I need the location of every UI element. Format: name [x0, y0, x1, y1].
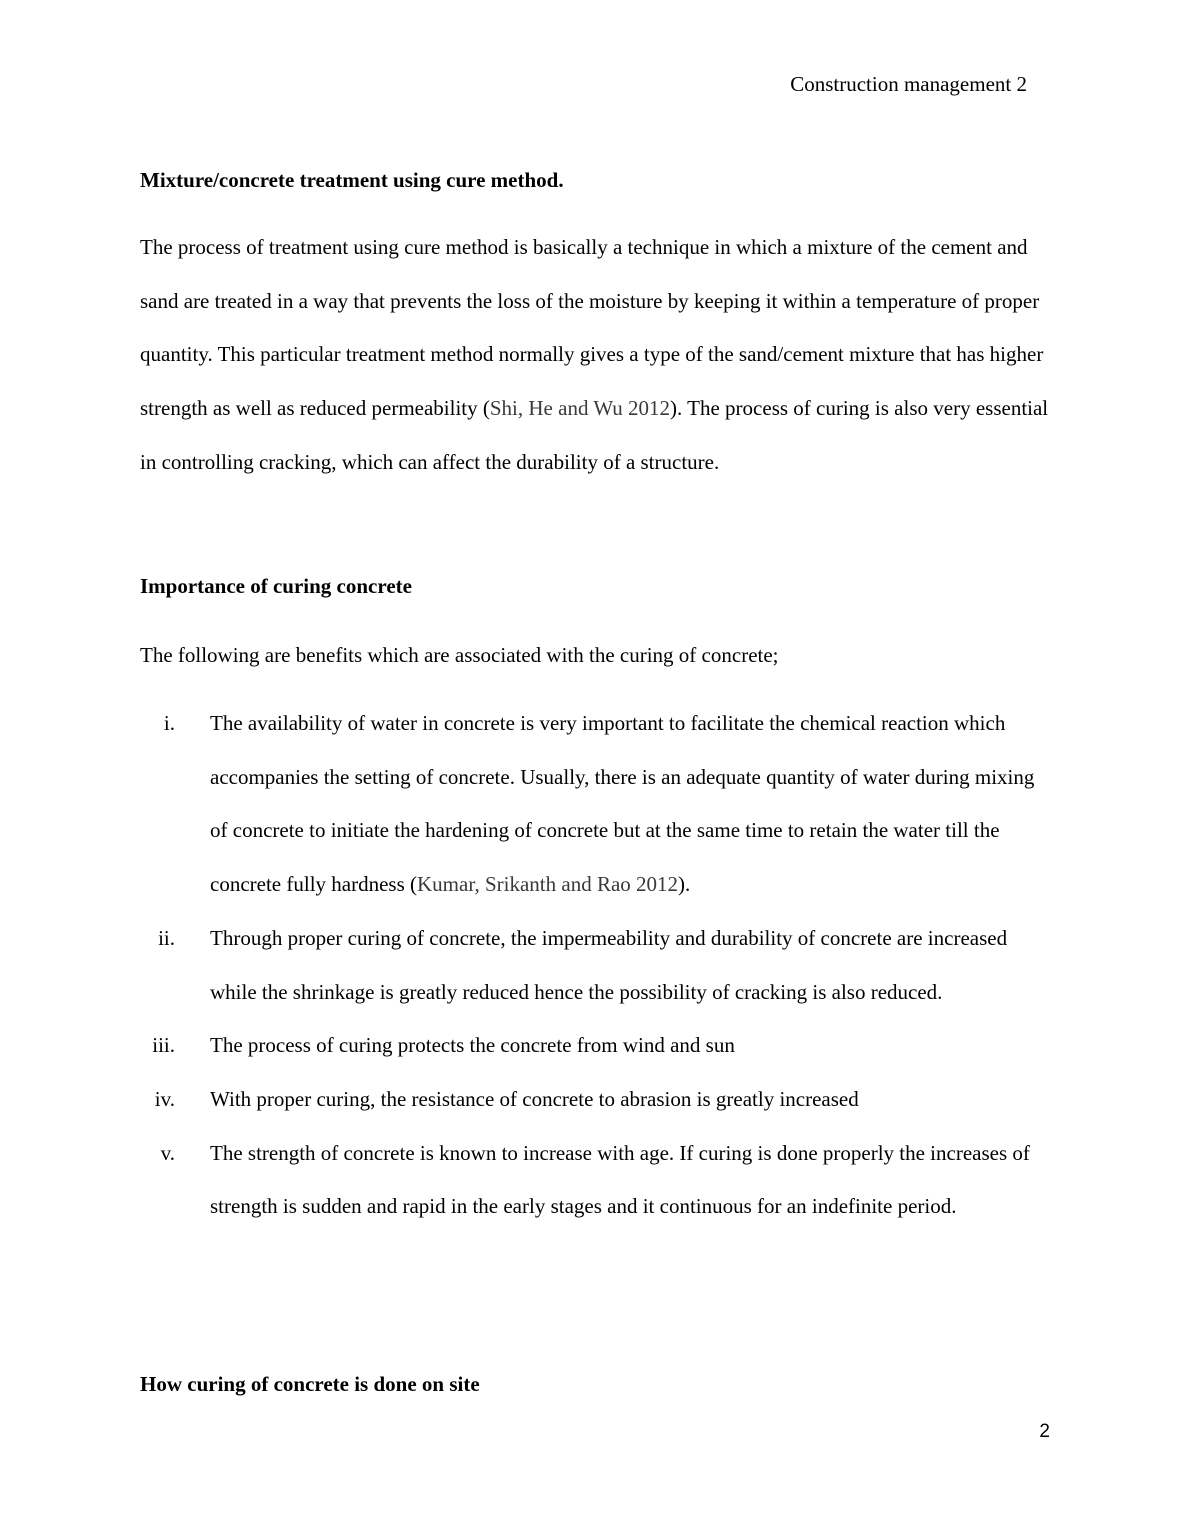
list-item-text: Through proper curing of concrete, the impermeability and durability of concrete are increased while the shrinkage is greatly reduced hence the possibility of cracking is also reduced.	[210, 925, 1008, 1004]
list-item-text: The strength of concrete is known to increase with age. If curing is done properly the increases of strength is sudden and rapid in the early stages and it continuous for an indefinite period.	[210, 1140, 1030, 1219]
list-item-number: iv.	[154, 1086, 175, 1111]
paragraph-text-continued: ). The process of curing is also very essential in controlling cracking, which can affect the durability of a structure.	[140, 396, 1049, 474]
running-head: Construction management 2	[790, 72, 1027, 96]
section-heading-on-site: How curing of concrete is done on site	[140, 1372, 480, 1396]
list-item-number: i.	[163, 711, 175, 735]
citation-shi-he-wu: Shi, He and Wu 2012	[489, 396, 671, 421]
list-item	[140, 1127, 1050, 1234]
page-number: 2	[1039, 1421, 1050, 1442]
paragraph-benefits-intro: The following are benefits which are associated with the curing of concrete;	[140, 643, 779, 667]
list-item	[140, 1073, 1050, 1127]
list-item-text-end: ).	[678, 872, 691, 897]
list-item-text: With proper curing, the resistance of concrete to abrasion is greatly increased	[210, 1086, 859, 1111]
citation-kumar-srikanth-rao: Kumar, Srikanth and Rao 2012	[417, 872, 679, 897]
list-item	[140, 697, 1050, 912]
section-heading-importance: Importance of curing concrete	[140, 574, 412, 598]
list-item-number: v.	[160, 1140, 175, 1165]
list-item-text: The availability of water in concrete is very important to facilitate the chemical reaction which accompanies the setting of concrete. Usually, there is an adequate quantity of water during mixing of concrete to initiate the hardening of concrete but at the same time to retain the water till the concrete fully hardness (	[210, 711, 1035, 897]
paragraph-text: The process of treatment using cure method is basically a technique in which a mixture of the cement and sand are treated in a way that prevents the loss of the moisture by keeping it within a temperature of proper quantity. This particular treatment method normally gives a type of the sand/cement mixture that has higher strength as well as reduced permeability (	[140, 235, 1044, 421]
benefits-list	[140, 697, 1050, 1234]
list-item	[140, 1019, 1050, 1073]
paragraph-curing-method	[140, 221, 1050, 490]
list-item-number: ii.	[158, 925, 175, 950]
list-item-text: The process of curing protects the concrete from wind and sun	[210, 1033, 735, 1058]
list-item-number: iii.	[152, 1033, 175, 1058]
list-item	[140, 912, 1050, 1019]
section-heading-curing-method: Mixture/concrete treatment using cure method.	[140, 168, 564, 192]
